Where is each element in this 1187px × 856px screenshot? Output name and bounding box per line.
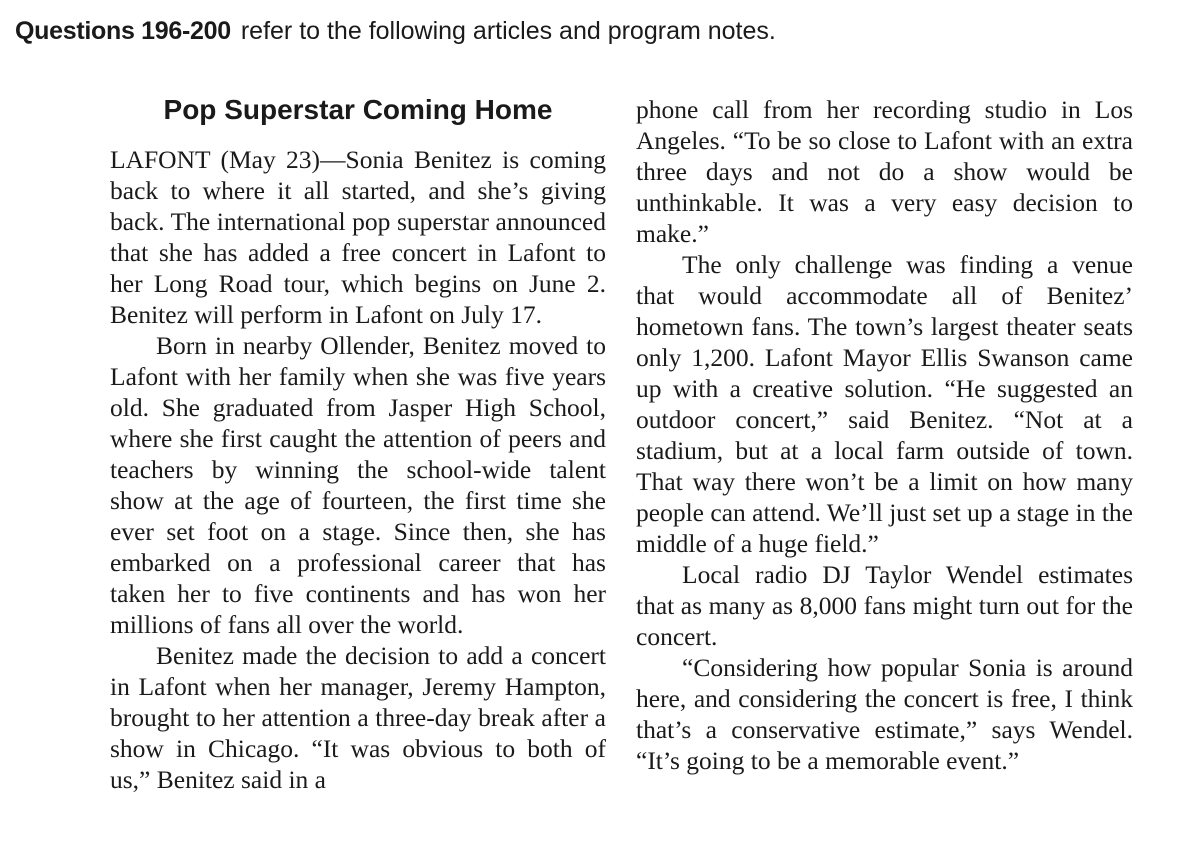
article-paragraph: Born in nearby Ollender, Benitez moved to Lafont with her family when she was five years old. She graduated from Jasper High School, where she first caught the attention of peers and teachers by winning the school-wide talent show at the age of fourteen, the first time she ever set foot on a stage. Since then, she has embarked on a professional career that has taken her to five continents and has won her millions of fans all over the world.	[110, 331, 606, 639]
question-header	[15, 14, 776, 48]
question-instruction: refer to the following articles and program notes.	[240, 17, 776, 45]
article-headline: Pop Superstar Coming Home	[163, 94, 553, 125]
article-paragraph: LAFONT (May 23)—Sonia Benitez is coming back to where it all started, and she’s giving back. The international pop superstar announced that she has added a free concert in Lafont to her Long Road tour, which begins on June 2. Benitez will perform in Lafont on July 17.	[110, 145, 606, 329]
article-column-right	[636, 94, 1133, 776]
article-paragraph: Benitez made the decision to add a concert in Lafont when her manager, Jeremy Hampton, brought to her attention a three-day break after a show in Chicago. “It was obvious to both of us,” Benitez said in a	[110, 641, 606, 794]
article-paragraph: Local radio DJ Taylor Wendel estimates that as many as 8,000 fans might turn out for the concert.	[636, 560, 1133, 651]
question-range: Questions 196-200	[15, 17, 231, 45]
article-paragraph: phone call from her recording studio in Los Angeles. “To be so close to Lafont with an extra three days and not do a show would be unthinkable. It was a very easy decision to make.”	[636, 95, 1133, 248]
article-paragraph: The only challenge was finding a venue that would accommodate all of Benitez’ hometown fans. The town’s largest theater seats only 1,200. Lafont Mayor Ellis Swanson came up with a creative solution. “He suggested an outdoor concert,” said Benitez. “Not at a stadium, but at a local farm outside of town. That way there won’t be a limit on how many people can attend. We’ll just set up a stage in the middle of a huge field.”	[636, 250, 1133, 558]
article-column-left	[110, 144, 606, 795]
article-paragraph: “Considering how popular Sonia is around here, and considering the concert is free, I think that’s a conservative estimate,” says Wendel. “It’s going to be a memorable event.”	[636, 653, 1133, 775]
